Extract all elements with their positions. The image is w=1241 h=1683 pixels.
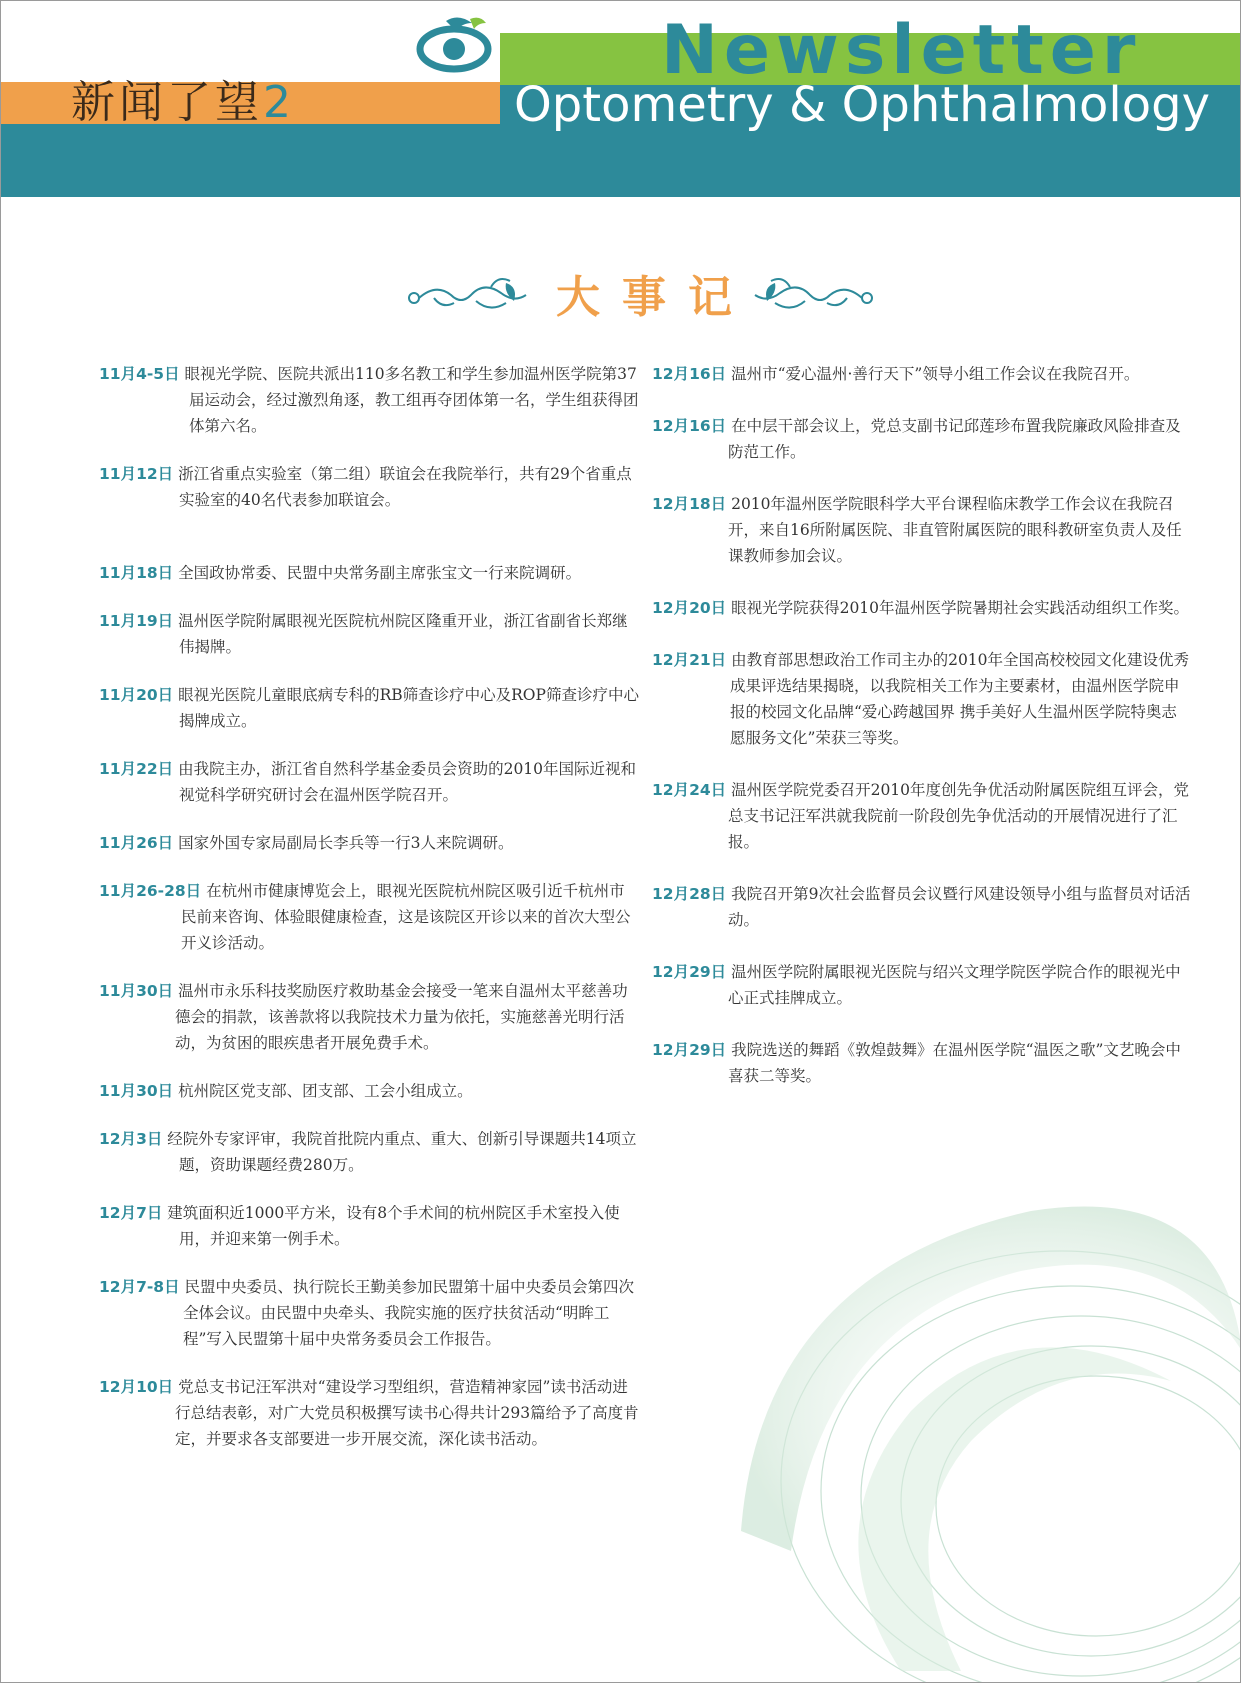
entry-text: 建筑面积近1000平方米，设有8个手术间的杭州院区手术室投入使用，并迎来第一例手术。 bbox=[167, 1204, 620, 1248]
entry-text: 经院外专家评审，我院首批院内重点、重大、创新引导课题共14项立题，资助课题经费280万。 bbox=[167, 1130, 637, 1174]
entry-date: 12月20日 bbox=[652, 599, 727, 617]
entry-text: 国家外国专家局副局长李兵等一行3人来院调研。 bbox=[178, 834, 514, 852]
entry-text: 我院召开第9次社会监督员会议暨行风建设领导小组与监督员对话活动。 bbox=[728, 885, 1191, 929]
entry-text: 眼视光医院儿童眼底病专科的RB筛查诊疗中心及ROP筛查诊疗中心揭牌成立。 bbox=[178, 686, 639, 730]
entry-date: 12月21日 bbox=[652, 651, 727, 669]
chronicle-entry bbox=[652, 595, 1192, 621]
entry-date: 11月18日 bbox=[99, 564, 174, 582]
entry-text: 眼视光学院获得2010年温州医学院暑期社会实践活动组织工作奖。 bbox=[731, 599, 1190, 617]
chronicle-entry bbox=[99, 978, 639, 1056]
chronicle-entry bbox=[99, 682, 639, 734]
entry-date: 11月26-28日 bbox=[99, 882, 202, 900]
decorative-swirl-icon bbox=[701, 1151, 1241, 1683]
entry-date: 12月16日 bbox=[652, 365, 727, 383]
entry-text: 在杭州市健康博览会上，眼视光医院杭州院区吸引近千杭州市民前来咨询、体验眼健康检查，这是该院区开诊以来的首次大型公开义诊活动。 bbox=[181, 882, 631, 952]
entry-text: 由我院主办，浙江省自然科学基金委员会资助的2010年国际近视和视觉科学研究研讨会在温州医学院召开。 bbox=[178, 760, 637, 804]
eye-logo-icon bbox=[416, 15, 496, 77]
entry-date: 12月10日 bbox=[99, 1378, 174, 1396]
chronicle-entry bbox=[99, 1126, 639, 1178]
entry-date: 12月29日 bbox=[652, 963, 727, 981]
chronicle-entry bbox=[99, 1200, 639, 1252]
chronicle-entry bbox=[652, 959, 1192, 1011]
entry-date: 12月7日 bbox=[99, 1204, 163, 1222]
chronicle-entry bbox=[99, 1374, 639, 1452]
section-name: 新闻了望 bbox=[71, 77, 263, 128]
entry-date: 11月4-5日 bbox=[99, 365, 180, 383]
entry-date: 12月18日 bbox=[652, 495, 727, 513]
chronicle-entry bbox=[652, 647, 1192, 751]
chronicle-entry bbox=[652, 1037, 1192, 1089]
entry-text: 全国政协常委、民盟中央常务副主席张宝文一行来院调研。 bbox=[178, 564, 582, 582]
entry-date: 11月19日 bbox=[99, 612, 174, 630]
entry-date: 11月12日 bbox=[99, 465, 174, 483]
chronicle-entry bbox=[652, 361, 1192, 387]
entry-text: 浙江省重点实验室（第二组）联谊会在我院举行，共有29个省重点实验室的40名代表参加联谊会。 bbox=[178, 465, 632, 509]
chronicle-entry bbox=[99, 361, 639, 439]
entry-text: 眼视光学院、医院共派出110多名教工和学生参加温州医学院第37届运动会，经过激烈角逐，教工组再夺团体第一名，学生组获得团体第六名。 bbox=[184, 365, 639, 435]
chronicle-entry bbox=[652, 413, 1192, 465]
chronicle-entry bbox=[652, 881, 1192, 933]
entry-text: 我院选送的舞蹈《敦煌鼓舞》在温州医学院“温医之歌”文艺晚会中喜获二等奖。 bbox=[728, 1041, 1181, 1085]
entry-date: 11月20日 bbox=[99, 686, 174, 704]
page-section-title bbox=[71, 79, 295, 127]
entry-text: 温州医学院附属眼视光医院杭州院区隆重开业，浙江省副省长郑继伟揭牌。 bbox=[178, 612, 628, 656]
entry-date: 11月30日 bbox=[99, 1082, 174, 1100]
flourish-right-icon bbox=[747, 273, 877, 323]
entry-text: 温州市“爱心温州·善行天下”领导小组工作会议在我院召开。 bbox=[731, 365, 1140, 383]
entry-text: 温州医学院附属眼视光医院与绍兴文理学院医学院合作的眼视光中心正式挂牌成立。 bbox=[728, 963, 1181, 1007]
entry-text: 杭州院区党支部、团支部、工会小组成立。 bbox=[178, 1082, 473, 1100]
entry-text: 温州医学院党委召开2010年度创先争优活动附属医院组互评会，党总支书记汪军洪就我院前一阶段创先争优活动的开展情况进行了汇报。 bbox=[728, 781, 1190, 851]
entry-date: 11月22日 bbox=[99, 760, 174, 778]
chronicle-entry bbox=[99, 830, 639, 856]
newsletter-subtitle: Optometry & Ophthalmology bbox=[514, 77, 1210, 133]
entry-text: 温州市永乐科技奖励医疗救助基金会接受一笔来自温州太平慈善功德会的捐款，该善款将以我院技术力量为依托，实施慈善光明行活动，为贫困的眼疾患者开展免费手术。 bbox=[175, 982, 628, 1052]
entry-date: 12月28日 bbox=[652, 885, 727, 903]
chronicle-entry bbox=[99, 756, 639, 808]
entry-date: 11月26日 bbox=[99, 834, 174, 852]
entry-date: 12月16日 bbox=[652, 417, 727, 435]
entry-text: 民盟中央委员、执行院长王勤美参加民盟第十届中央委员会第四次全体会议。由民盟中央牵头、我院实施的医疗扶贫活动“明眸工程”写入民盟第十届中央常务委员会工作报告。 bbox=[183, 1278, 635, 1348]
entry-date: 12月29日 bbox=[652, 1041, 727, 1059]
chronicle-entry bbox=[99, 560, 639, 586]
chronicle-entry bbox=[99, 1274, 639, 1352]
entry-text: 由教育部思想政治工作司主办的2010年全国高校校园文化建设优秀成果评选结果揭晓，以我院相关工作为主要素材，由温州医学院申报的校园文化品牌“爱心跨越国界 携手美好人生温州医学院特奥志愿服务文化”荣获三等奖。 bbox=[730, 651, 1190, 747]
newsletter-word: Newsletter bbox=[661, 11, 1142, 90]
entry-text: 在中层干部会议上，党总支副书记邱莲珍布置我院廉政风险排查及防范工作。 bbox=[728, 417, 1181, 461]
chronicle-entry bbox=[99, 1078, 639, 1104]
entry-text: 党总支书记汪军洪对“建设学习型组织，营造精神家园”读书活动进行总结表彰，对广大党员积极撰写读书心得共计293篇给予了高度肯定，并要求各支部要进一步开展交流，深化读书活动。 bbox=[175, 1378, 639, 1448]
chronicle-entry bbox=[99, 461, 639, 513]
chronicle-entry bbox=[99, 878, 639, 956]
entry-date: 12月24日 bbox=[652, 781, 727, 799]
chronicle-entry bbox=[652, 777, 1192, 855]
chronicle-entry bbox=[652, 491, 1192, 569]
entry-date: 11月30日 bbox=[99, 982, 174, 1000]
chronicle-left-column bbox=[99, 361, 639, 1452]
entry-date: 12月7-8日 bbox=[99, 1278, 180, 1296]
flourish-left-icon bbox=[406, 273, 531, 323]
entry-date: 12月3日 bbox=[99, 1130, 163, 1148]
chronicle-right-column bbox=[652, 361, 1192, 1089]
chronicle-heading: 大事记 bbox=[556, 272, 754, 323]
page-number: 2 bbox=[263, 77, 295, 128]
entry-text: 2010年温州医学院眼科学大平台课程临床教学工作会议在我院召开，来自16所附属医院、非直管附属医院的眼科教研室负责人及任课教师参加会议。 bbox=[728, 495, 1182, 565]
chronicle-entry bbox=[99, 608, 639, 660]
